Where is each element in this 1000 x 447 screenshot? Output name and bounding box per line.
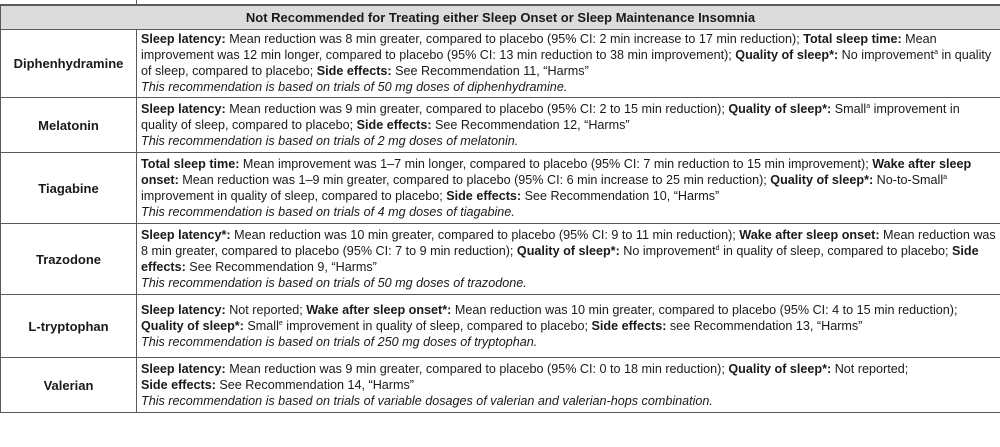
outcome-label: Side effects: (591, 318, 667, 333)
table-row (1, 30, 1000, 98)
drug-name: L-tryptophan (1, 295, 137, 358)
outcome-label: Side effects: (446, 188, 522, 203)
drug-name: Diphenhydramine (1, 30, 137, 98)
recommendation-detail (137, 295, 1000, 358)
outcome-text: Mean reduction was 1–9 min greater, compared to placebo (95% CI: 6 min increase to 25 min reduction); (178, 172, 771, 187)
outcome-text: Mean reduction was 10 min greater, compared to placebo (95% CI: 9 to 11 min reduction); (230, 227, 740, 242)
outcome-text: No-to-Small (873, 172, 944, 187)
outcome-label: Sleep latency: (141, 302, 226, 317)
recommendation-detail (137, 30, 1000, 98)
recommendation-detail (137, 224, 1000, 295)
outcome-label: Total sleep time: (803, 32, 902, 46)
outcome-text: see Recommendation 13, “Harms” (666, 318, 863, 333)
drug-name: Valerian (1, 358, 137, 413)
outcome-label: Wake after sleep onset: (739, 227, 880, 242)
outcome-label: Sleep latency*: (141, 227, 231, 242)
outcome-text: Mean reduction was 9 min greater, compared to placebo (95% CI: 2 to 15 min reduction); (225, 101, 729, 116)
recommendation-table (0, 5, 1000, 413)
outcome-text: See Recommendation 14, “Harms” (215, 377, 414, 392)
outcome-label: Sleep latency: (141, 101, 226, 116)
evidence-basis: This recommendation is based on trials of variable dosages of valerian and valerian-hops combination. (141, 393, 713, 408)
recommendation-detail (137, 98, 1000, 153)
footnote-marker: e (278, 319, 283, 327)
outcome-text: No improvement (838, 48, 935, 62)
outcome-text: improvement in quality of sleep, compared to placebo; (141, 101, 960, 132)
outcome-label: Sleep latency: (141, 361, 226, 376)
outcome-label: Sleep latency: (141, 32, 226, 46)
evidence-basis: This recommendation is based on trials of 50 mg doses of trazodone. (141, 275, 527, 290)
outcome-label: Quality of sleep*: (728, 361, 832, 376)
outcome-text: Mean improvement was 1–7 min longer, compared to placebo (95% CI: 7 min reduction to 15 min improvement); (239, 156, 873, 171)
outcome-label: Quality of sleep*: (735, 48, 839, 62)
section-header: Not Recommended for Treating either Sleep Onset or Sleep Maintenance Insomnia (1, 6, 1000, 30)
recommendation-detail (137, 358, 1000, 413)
footnote-marker: a (866, 102, 871, 110)
section-header-row (1, 6, 1000, 30)
evidence-basis: This recommendation is based on trials of 50 mg doses of diphenhydramine. (141, 80, 568, 94)
outcome-text: No improvement (619, 243, 716, 258)
evidence-basis: This recommendation is based on trials of 4 mg doses of tiagabine. (141, 204, 515, 219)
outcome-text: Mean reduction was 9 min greater, compared to placebo (95% CI: 0 to 18 min reduction); (225, 361, 729, 376)
outcome-text: Mean reduction was 8 min greater, compared to placebo (95% CI: 7 to 9 min reduction); (141, 227, 996, 258)
outcome-label: Total sleep time: (141, 156, 240, 171)
outcome-text: improvement in quality of sleep, compared to placebo; (282, 318, 592, 333)
outcome-label: Quality of sleep*: (770, 172, 874, 187)
outcome-text: Small (243, 318, 279, 333)
outcome-text: Not reported; (831, 361, 909, 376)
outcome-label: Side effects: (356, 117, 432, 132)
outcome-label: Side effects: (141, 243, 979, 274)
evidence-basis: This recommendation is based on trials of 2 mg doses of melatonin. (141, 133, 519, 148)
outcome-text: See Recommendation 9, “Harms” (185, 259, 377, 274)
outcome-label: Quality of sleep*: (728, 101, 832, 116)
outcome-text: Not reported; (225, 302, 307, 317)
outcome-label: Wake after sleep onset*: (306, 302, 452, 317)
footnote-marker: a (934, 49, 938, 56)
outcome-label: Side effects: (316, 64, 392, 78)
table-row (1, 224, 1000, 295)
outcome-text: See Recommendation 12, “Harms” (431, 117, 630, 132)
table-row (1, 358, 1000, 413)
table-row (1, 98, 1000, 153)
outcome-label: Side effects: (141, 377, 216, 392)
outcome-text: in quality of sleep, compared to placebo; (719, 243, 953, 258)
outcome-label: Quality of sleep*: (141, 318, 244, 333)
outcome-text: See Recommendation 11, “Harms” (391, 64, 589, 78)
footnote-marker: d (715, 244, 720, 252)
outcome-label: Wake after sleep onset: (141, 156, 972, 187)
drug-name: Tiagabine (1, 153, 137, 224)
outcome-text: in quality of sleep, compared to placebo; (141, 48, 992, 78)
table-row (1, 295, 1000, 358)
outcome-text: Mean reduction was 8 min greater, compared to placebo (95% CI: 2 min increase to 17 min reduction); (225, 32, 804, 46)
drug-name: Trazodone (1, 224, 137, 295)
outcome-text: improvement in quality of sleep, compared to placebo; (141, 188, 447, 203)
table-row (1, 153, 1000, 224)
outcome-text: Small (831, 101, 867, 116)
outcome-text: See Recommendation 10, “Harms” (521, 188, 720, 203)
footnote-marker: a (943, 173, 948, 181)
outcome-text: Mean improvement was 12 min longer, compared to placebo (95% CI: 13 min reduction to 38 min improvement); (141, 32, 937, 62)
drug-name: Melatonin (1, 98, 137, 153)
evidence-basis: This recommendation is based on trials of 250 mg doses of tryptophan. (141, 334, 538, 349)
recommendation-detail (137, 153, 1000, 224)
outcome-label: Quality of sleep*: (516, 243, 620, 258)
outcome-text: Mean reduction was 10 min greater, compared to placebo (95% CI: 4 to 15 min reduction); (451, 302, 958, 317)
